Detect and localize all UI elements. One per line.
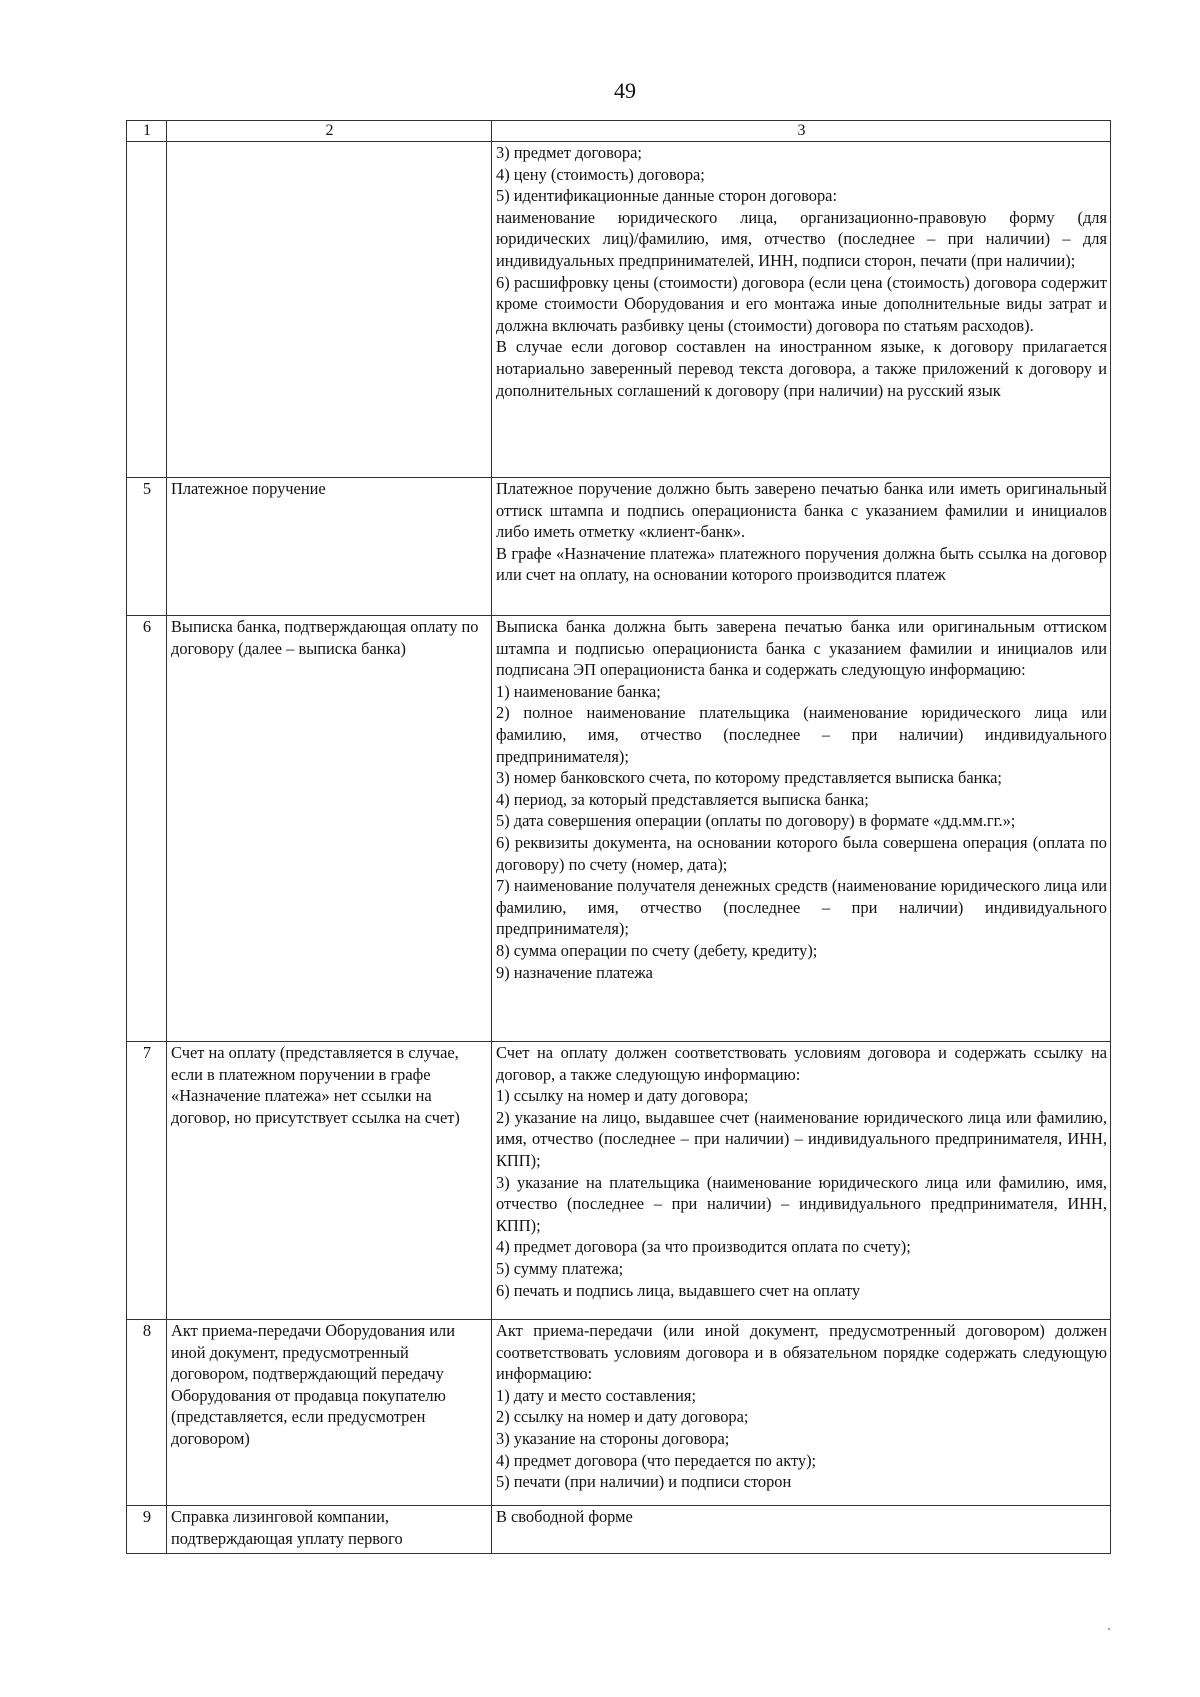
header-col-3: 3 — [492, 121, 1111, 142]
requirement-line: 3) номер банковского счета, по которому представляется выписка банка; — [496, 768, 1002, 788]
requirement-line: 8) сумма операции по счету (дебету, кредиту); — [496, 940, 818, 960]
requirements-table — [126, 120, 1111, 1554]
requirement-line: 4) цену (стоимость) договора; — [496, 164, 705, 184]
requirement-line: 9) назначение платежа — [496, 962, 653, 982]
requirement-line: В свободной форме — [496, 1507, 633, 1526]
table-row — [127, 1320, 1111, 1506]
document-name: Платежное поручение — [167, 478, 492, 616]
table-row — [127, 1506, 1111, 1554]
requirement-line: 5) идентификационные данные сторон договора: — [496, 186, 838, 206]
requirement-line: 7) наименование получателя денежных средств (наименование юридического лица или фамилию, имя, отчество (последнее – при наличии) индивидуального предпринимателя); — [496, 876, 1107, 939]
requirement-line: 6) расшифровку цены (стоимости) договора (если цена (стоимость) договора содержит кроме стоимости Оборудования и его монтажа иные дополнительные виды затрат и должна включать разбивку цены (стоимости) договора по статьям расходов). — [496, 272, 1107, 335]
requirement-line: 1) ссылку на номер и дату договора; — [496, 1086, 749, 1106]
table-row — [127, 142, 1111, 478]
requirement-line: 6) реквизиты документа, на основании которого была совершена операция (оплата по договору) по счету (номер, дата); — [496, 832, 1107, 874]
scan-speck — [1108, 1628, 1110, 1630]
table-row — [127, 1042, 1111, 1320]
header-col-1: 1 — [127, 121, 167, 142]
requirement-line: 4) предмет договора (за что производится оплата по счету); — [496, 1237, 911, 1257]
requirement-line: 3) указание на плательщика (наименование юридического лица или фамилию, имя, отчество (последнее – при наличии) – индивидуального предпринимателя, ИНН, КПП); — [496, 1172, 1107, 1235]
requirement-line: 3) предмет договора; — [496, 143, 642, 162]
row-number: 7 — [127, 1042, 167, 1320]
document-requirements — [492, 616, 1111, 1042]
document-requirements — [492, 478, 1111, 616]
requirement-line: 6) печать и подпись лица, выдавшего счет на оплату — [496, 1280, 861, 1300]
requirement-line: 5) сумму платежа; — [496, 1258, 624, 1278]
document-name: Выписка банка, подтверждающая оплату по договору (далее – выписка банка) — [167, 616, 492, 1042]
row-number: 5 — [127, 478, 167, 616]
document-name: Акт приема-передачи Оборудования или иной документ, предусмотренный договором, подтверждающий передачу Оборудования от продавца покупателю (представляется, если предусмотрен договором) — [167, 1320, 492, 1506]
requirement-line: наименование юридического лица, организационно-правовую форму (для юридических лиц)/фамилию, имя, отчество (последнее – при наличии) – для индивидуальных предпринимателей, ИНН, подписи сторон, печати (при наличии); — [496, 207, 1107, 270]
requirement-line: 5) дата совершения операции (оплаты по договору) в формате «дд.мм.гг.»; — [496, 811, 1016, 831]
document-requirements — [492, 142, 1111, 478]
requirement-line: 1) наименование банка; — [496, 681, 661, 701]
document-name: Справка лизинговой компании, подтверждающая уплату первого — [167, 1506, 492, 1554]
requirement-line: В случае если договор составлен на иностранном языке, к договору прилагается нотариально заверенный перевод текста договора, а также приложений к договору и дополнительных соглашений к договору (при наличии) на русский язык — [496, 337, 1107, 400]
requirement-line: 2) ссылку на номер и дату договора; — [496, 1407, 749, 1427]
requirement-line: В графе «Назначение платежа» платежного поручения должна быть ссылка на договор или счет на оплату, на основании которого производится платеж — [496, 543, 1107, 585]
table-row — [127, 478, 1111, 616]
table-row — [127, 616, 1111, 1042]
requirement-line: Выписка банка должна быть заверена печатью банка или оригинальным оттиском штампа и подписью операциониста банка с указанием фамилии и инициалов или подписана ЭП операциониста банка и содержать следующую информацию: — [496, 617, 1107, 680]
page-number: 49 — [614, 78, 636, 103]
requirement-line: 2) указание на лицо, выдавшее счет (наименование юридического лица или фамилию, имя, отчество (последнее – при наличии) – индивидуального предпринимателя, ИНН, КПП); — [496, 1107, 1107, 1170]
document-name: Счет на оплату (представляется в случае, если в платежном поручении в графе «Назначение платежа» нет ссылки на договор, но присутствует ссылка на счет) — [167, 1042, 492, 1320]
requirement-line: 1) дату и место составления; — [496, 1385, 697, 1405]
row-number — [127, 142, 167, 478]
requirement-line: 4) период, за который представляется выписка банка; — [496, 789, 869, 809]
row-number: 6 — [127, 616, 167, 1042]
document-requirements — [492, 1506, 1111, 1554]
requirement-line: Акт приема-передачи (или иной документ, предусмотренный договором) должен соответствовать условиям договора и в обязательном порядке содержать следующую информацию: — [496, 1321, 1107, 1384]
requirement-line: 3) указание на стороны договора; — [496, 1428, 730, 1448]
requirement-line: 2) полное наименование плательщика (наименование юридического лица или фамилию, имя, отчество (последнее – при наличии) индивидуального предпринимателя); — [496, 703, 1107, 766]
header-col-2: 2 — [167, 121, 492, 142]
table-header — [127, 121, 1111, 142]
requirement-line: 4) предмет договора (что передается по акту); — [496, 1450, 817, 1470]
requirement-line: 5) печати (при наличии) и подписи сторон — [496, 1472, 792, 1492]
row-number: 9 — [127, 1506, 167, 1554]
document-name — [167, 142, 492, 478]
requirement-line: Платежное поручение должно быть заверено печатью банка или иметь оригинальный оттиск штампа и подпись операциониста банка с указанием фамилии и инициалов либо иметь отметку «клиент-банк». — [496, 479, 1107, 542]
document-requirements — [492, 1042, 1111, 1320]
requirement-line: Счет на оплату должен соответствовать условиям договора и содержать ссылку на договор, а также следующую информацию: — [496, 1043, 1107, 1084]
row-number: 8 — [127, 1320, 167, 1506]
document-requirements — [492, 1320, 1111, 1506]
